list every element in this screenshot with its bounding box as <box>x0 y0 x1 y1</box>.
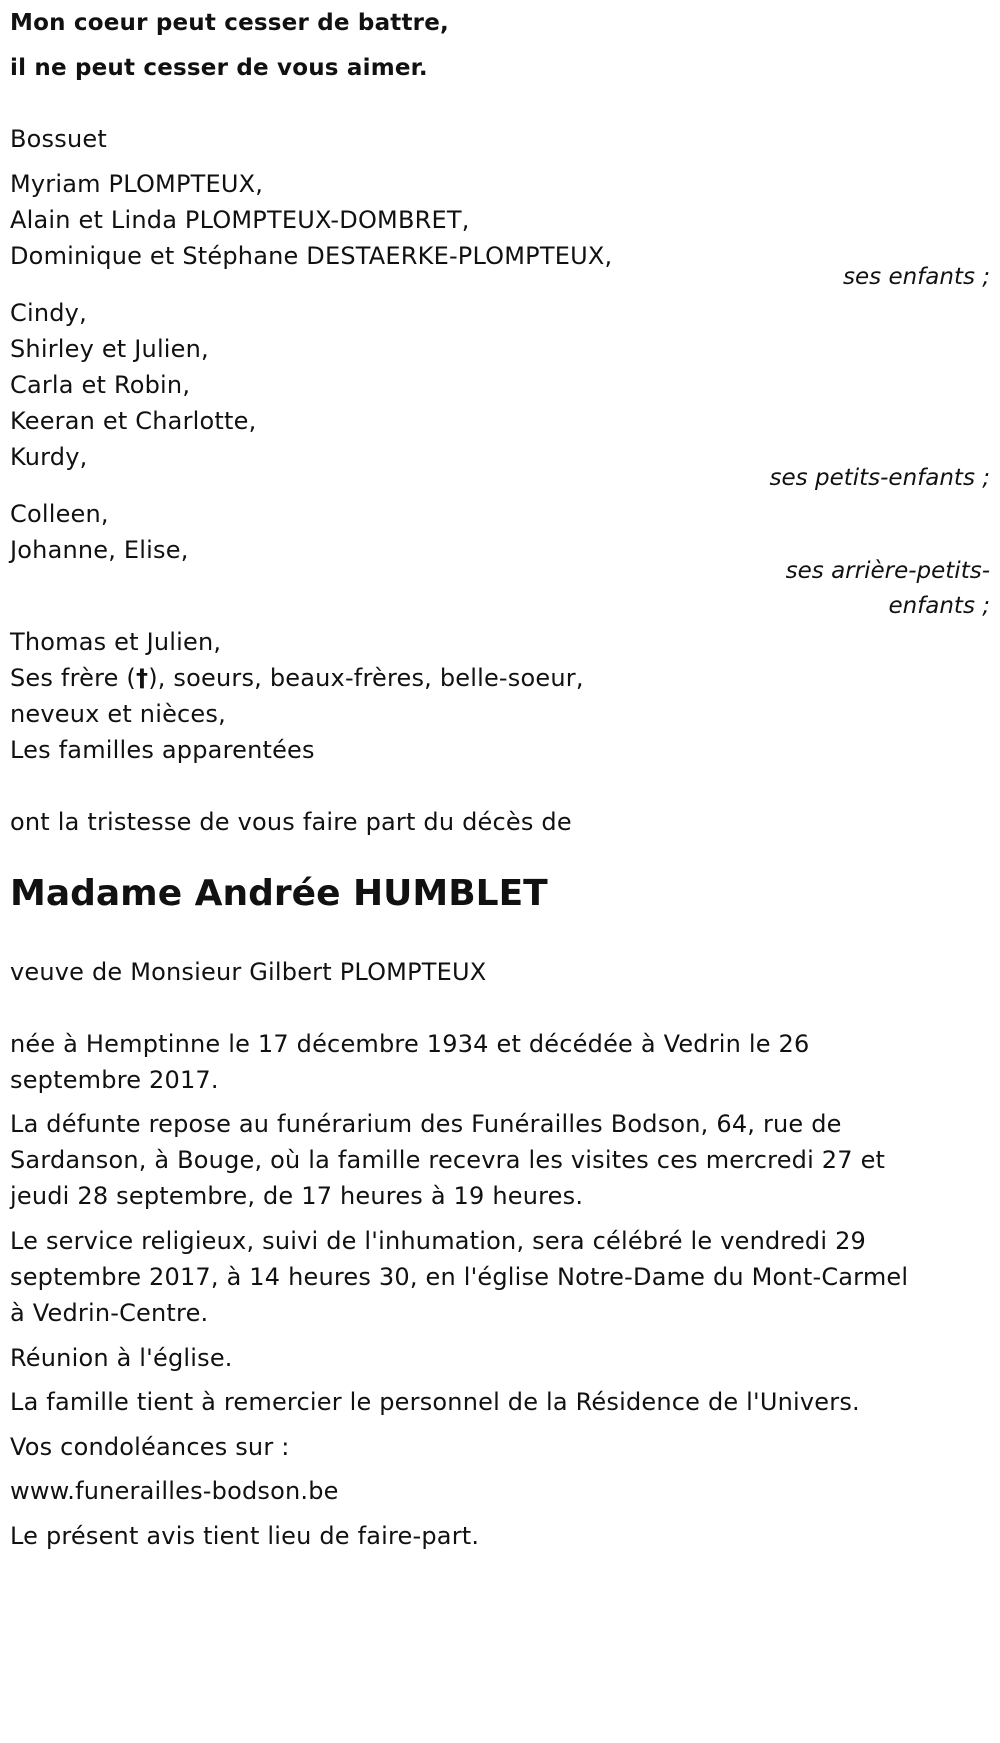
grandchild-name: Kurdy, <box>10 443 88 471</box>
grandchildren-role: ses petits-enfants ; <box>769 465 990 491</box>
great-grandchildren-role-line-1: ses arrière-petits- <box>785 558 990 584</box>
relatives-line-3: neveux et nièces, <box>10 700 226 728</box>
relatives-line-2-after: ), soeurs, beaux-frères, belle-soeur, <box>148 664 584 692</box>
announcement-text: ont la tristesse de vous faire part du décès de <box>10 808 572 836</box>
relatives-line-2 <box>10 663 584 693</box>
service-line-2: septembre 2017, à 14 heures 30, en l'église Notre-Dame du Mont-Carmel <box>10 1263 909 1291</box>
funerarium-line-1: La défunte repose au funérarium des Funérailles Bodson, 64, rue de <box>10 1110 842 1138</box>
reunion-text: Réunion à l'église. <box>10 1344 233 1372</box>
birth-death-line-2: septembre 2017. <box>10 1066 219 1094</box>
grandchild-name: Carla et Robin, <box>10 371 191 399</box>
grandchild-name: Shirley et Julien, <box>10 335 209 363</box>
epigraph-line-2: il ne peut cesser de vous aimer. <box>10 55 428 81</box>
condolences-label: Vos condoléances sur : <box>10 1433 290 1461</box>
service-line-1: Le service religieux, suivi de l'inhumation, sera célébré le vendredi 29 <box>10 1227 867 1255</box>
birth-death-line-1: née à Hemptinne le 17 décembre 1934 et décédée à Vedrin le 26 <box>10 1030 810 1058</box>
relatives-line-1: Thomas et Julien, <box>10 628 222 656</box>
epigraph-line-1: Mon coeur peut cesser de battre, <box>10 10 449 36</box>
relatives-line-4: Les familles apparentées <box>10 736 315 764</box>
great-grandchild-name: Johanne, Elise, <box>10 536 189 564</box>
widow-of-text: veuve de Monsieur Gilbert PLOMPTEUX <box>10 958 487 986</box>
relatives-line-2-before: Ses frère ( <box>10 664 136 692</box>
child-name: Dominique et Stéphane DESTAERKE-PLOMPTEUX, <box>10 242 613 270</box>
notice-text: Le présent avis tient lieu de faire-part. <box>10 1522 480 1550</box>
service-line-3: à Vedrin-Centre. <box>10 1299 209 1327</box>
cross-icon: † <box>136 664 149 692</box>
grandchild-name: Keeran et Charlotte, <box>10 407 257 435</box>
grandchild-name: Cindy, <box>10 299 87 327</box>
great-grandchild-name: Colleen, <box>10 500 109 528</box>
funerarium-line-3: jeudi 28 septembre, de 17 heures à 19 heures. <box>10 1182 584 1210</box>
deceased-name: Madame Andrée HUMBLET <box>10 873 548 914</box>
place-name: Bossuet <box>10 125 107 153</box>
funerarium-line-2: Sardanson, à Bouge, où la famille recevra les visites ces mercredi 27 et <box>10 1146 886 1174</box>
child-name: Alain et Linda PLOMPTEUX-DOMBRET, <box>10 206 470 234</box>
child-name: Myriam PLOMPTEUX, <box>10 170 264 198</box>
great-grandchildren-role-line-2: enfants ; <box>888 593 990 619</box>
website-link[interactable]: www.funerailles-bodson.be <box>10 1477 339 1505</box>
children-role: ses enfants ; <box>843 264 990 290</box>
thanks-text: La famille tient à remercier le personnel de la Résidence de l'Univers. <box>10 1388 860 1416</box>
